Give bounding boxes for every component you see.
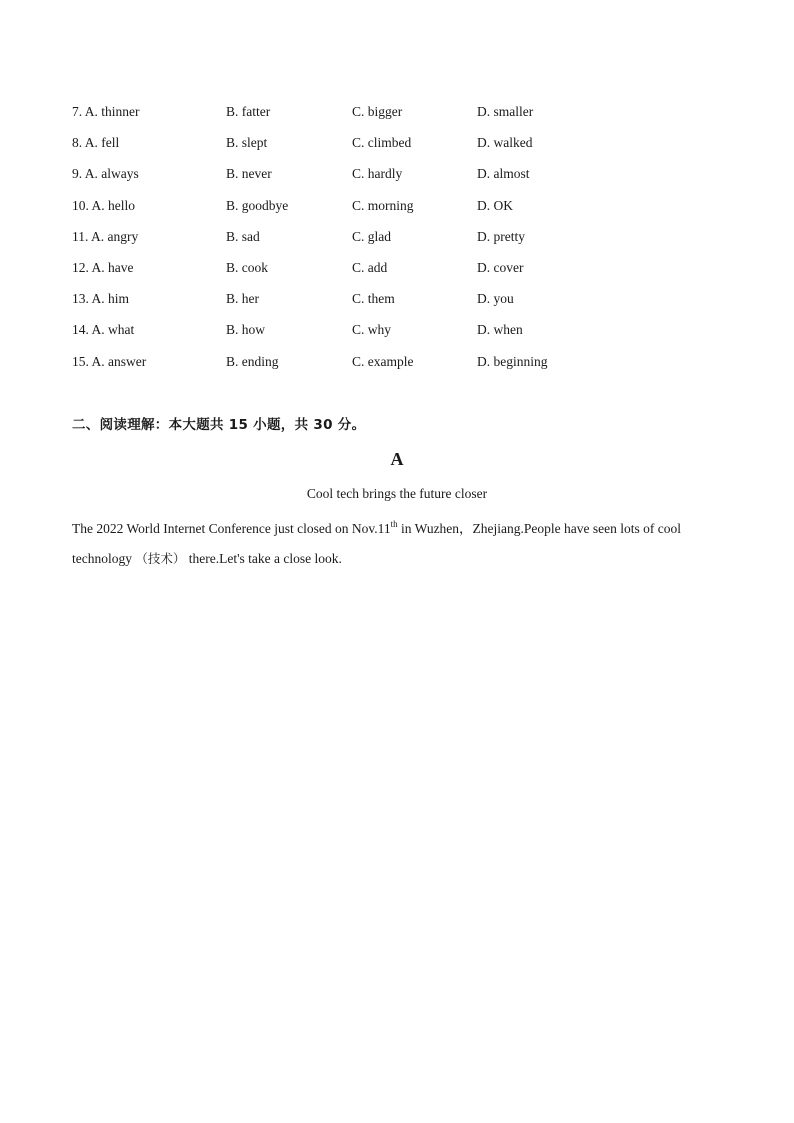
- option-a: 10. A. hello: [72, 197, 135, 213]
- option-d: D. beginning: [477, 353, 548, 369]
- passage-paragraph-line-1: [72, 517, 722, 537]
- question-row-15: [72, 351, 672, 382]
- option-a: 7. A. thinner: [72, 104, 140, 119]
- option-c: C. add: [352, 259, 388, 275]
- question-row-11: [72, 226, 672, 257]
- option-d: D. smaller: [477, 104, 534, 119]
- option-d: D. OK: [477, 197, 513, 213]
- option-c: C. morning: [352, 197, 414, 213]
- option-b: B. goodbye: [226, 197, 289, 213]
- question-row-9: [72, 163, 672, 194]
- option-d: D. walked: [477, 135, 533, 151]
- question-row-14: [72, 319, 672, 350]
- question-row-12: [72, 257, 672, 288]
- section-heading: 二、阅读理解：本大题共 15 小题，共 30 分。: [72, 417, 366, 433]
- option-c: C. why: [352, 322, 392, 338]
- option-c: C. them: [352, 291, 395, 307]
- option-a: 14. A. what: [72, 322, 135, 338]
- option-a: 11. A. angry: [72, 228, 139, 244]
- passage-text: technology: [72, 551, 136, 566]
- question-row-7: [72, 101, 672, 132]
- superscript-text: th: [390, 519, 398, 529]
- question-row-10: [72, 195, 672, 226]
- option-c: C. bigger: [352, 104, 403, 119]
- chinese-gloss: （技术）: [135, 551, 186, 566]
- option-d: D. pretty: [477, 228, 525, 244]
- passage-paragraph-line-2: [72, 549, 722, 567]
- option-c: C. example: [352, 353, 414, 369]
- passage-letter: A: [390, 449, 404, 469]
- option-b: B. ending: [226, 353, 279, 369]
- question-row-8: [72, 132, 672, 163]
- option-b: B. how: [226, 322, 266, 338]
- option-d: D. cover: [477, 259, 524, 275]
- option-c: C. hardly: [352, 166, 403, 182]
- passage-title: Cool tech brings the future closer: [306, 486, 488, 501]
- option-b: B. sad: [226, 228, 260, 244]
- option-b: B. cook: [226, 259, 268, 275]
- option-b: B. fatter: [226, 104, 271, 119]
- option-a: 15. A. answer: [72, 353, 147, 369]
- option-a: 12. A. have: [72, 259, 134, 275]
- question-row-13: [72, 288, 672, 319]
- option-d: D. almost: [477, 166, 530, 182]
- option-c: C. climbed: [352, 135, 412, 151]
- option-d: D. when: [477, 322, 523, 338]
- option-a: 13. A. him: [72, 291, 130, 307]
- option-d: D. you: [477, 291, 514, 307]
- passage-text: there.Let's take a close look.: [185, 551, 342, 566]
- option-a: 9. A. always: [72, 166, 139, 182]
- choice-options-list: [72, 101, 672, 382]
- option-b: B. slept: [226, 135, 268, 151]
- passage-text: in Wuzhen，Zhejiang.People have seen lots of cool: [397, 521, 681, 536]
- option-c: C. glad: [352, 228, 391, 244]
- passage-text: The 2022 World Internet Conference just closed on Nov.11: [72, 521, 391, 536]
- option-b: B. never: [226, 166, 272, 182]
- option-b: B. her: [226, 291, 259, 307]
- option-a: 8. A. fell: [72, 135, 120, 151]
